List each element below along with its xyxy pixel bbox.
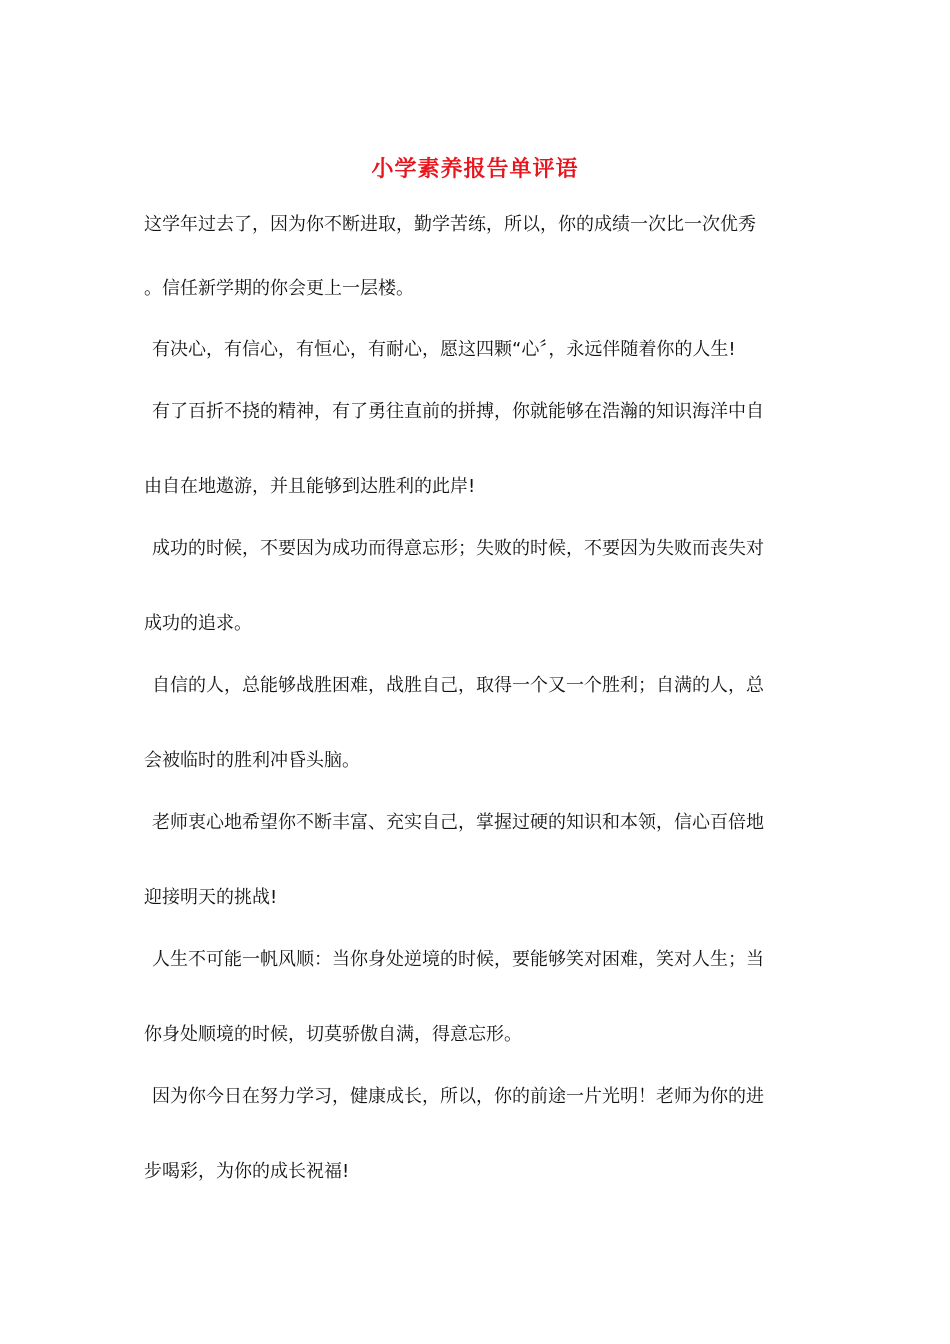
paragraph-line: 你身处顺境的时候，切莫骄傲自满，得意忘形。 (144, 1024, 522, 1045)
paragraph-line: 老师衷心地希望你不断丰富、充实自己，掌握过硬的知识和本领，信心百倍地 (152, 812, 764, 833)
paragraph-line: 有决心，有信心，有恒心，有耐心，愿这四颗“心〞，永远伴随着你的人生! (152, 339, 736, 360)
document-title: 小学素养报告单评语 (371, 156, 579, 182)
paragraph-line: 自信的人，总能够战胜困难，战胜自己，取得一个又一个胜利；自满的人，总 (152, 675, 764, 696)
paragraph-line: 有了百折不挠的精神，有了勇往直前的拼搏，你就能够在浩瀚的知识海洋中自 (152, 401, 764, 422)
paragraph-line: 会被临时的胜利冲昏头脑。 (144, 750, 360, 771)
paragraph-line: 因为你今日在努力学习，健康成长，所以，你的前途一片光明！老师为你的进 (152, 1086, 764, 1107)
paragraph-line: 。信任新学期的你会更上一层楼。 (144, 278, 414, 299)
paragraph-line: 这学年过去了，因为你不断进取，勤学苦练，所以，你的成绩一次比一次优秀 (144, 214, 756, 235)
paragraph-line: 步喝彩，为你的成长祝福! (144, 1161, 350, 1182)
paragraph-line: 由自在地遨游，并且能够到达胜利的此岸! (144, 476, 476, 497)
paragraph-line: 迎接明天的挑战! (144, 887, 278, 908)
paragraph-line: 成功的追求。 (144, 613, 252, 634)
paragraph-line: 人生不可能一帆风顺：当你身处逆境的时候，要能够笑对困难，笑对人生；当 (152, 949, 764, 970)
paragraph-line: 成功的时候，不要因为成功而得意忘形；失败的时候，不要因为失败而丧失对 (152, 538, 764, 559)
